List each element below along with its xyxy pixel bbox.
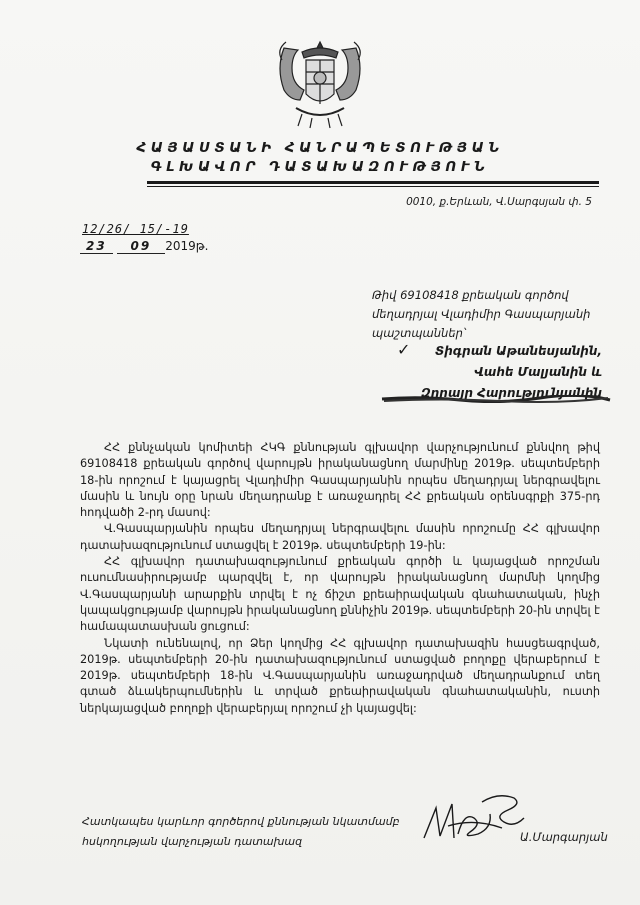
signatory-title-line2: հսկողության վարչության դատախազ <box>82 835 303 848</box>
date-month: 09 <box>117 239 166 254</box>
header-rule-thick <box>147 181 599 184</box>
header-rule-thin <box>147 186 599 187</box>
recipient-name: Տիգրան Աթանեսյանին, <box>434 344 602 358</box>
signatory-title <box>82 812 400 852</box>
org-name-line2: ԳԼԽԱՎՈՐ ԴԱՏԱԽԱԶՈՒԹՅՈՒՆ <box>150 159 490 175</box>
letter-subject: Թիվ 69108418 քրեական գործով մեղադրյալ Վլադիմիր Գասպարյանի պաշտպաններ՝ <box>372 288 591 340</box>
signatory-name: Ա.Մարգարյան <box>520 830 608 844</box>
body-paragraph: ՀՀ գլխավոր դատախազությունում քրեական գործի և կայացված որոշման ուսումնասիրությամբ պարզվել է, որ վարույթն իրականացնող մարմնի կողմից Վ.Գասպարյանի արարքին տրվել է ոչ ճիշտ քրեաիրավական գնահատական, ինչի կապակցությամբ վարույթն իրականացնող քննիչին 2019թ. սեպտեմբերի 20-ին տրվել է համապատասխան ցուցում: <box>80 555 600 634</box>
recipient-name: Վահե Մալյանին և <box>474 365 602 379</box>
recipient-name: Զորայր Հարությունյանին <box>420 386 602 400</box>
org-name-line1: ՀԱՅԱՍՏԱՆԻ ՀԱՆՐԱՊԵՏՈՒԹՅԱՆ <box>136 140 504 156</box>
letter-date <box>80 239 208 254</box>
letter-body <box>80 440 600 717</box>
handwritten-strikethrough <box>380 395 612 403</box>
handwritten-signature <box>418 788 530 850</box>
armenian-coat-of-arms-icon <box>272 38 368 130</box>
body-paragraph: Նկատի ունենալով, որ Ձեր կողմից ՀՀ գլխավոր դատախազին հասցեագրված, 2019թ. սեպտեմբերի 20-ին դատախազությունում ստացված բողոքը վերաբերում է 2019թ. սեպտեմբերի 18-ին Վ.Գասպարյանին առաջադրված մեղադրանքում տեղ գտած ձևակերպումներին և տրված քրեաիրավական գնահատականին, ուստի ներկայացված բողոքի վերաբերյալ որոշում չի կայացվել: <box>80 636 600 715</box>
signatory-title-line1: Հատկապես կարևոր գործերով քննության նկատմամբ <box>82 815 400 828</box>
body-paragraph: Վ.Գասպարյանին որպես մեղադրյալ ներգրավելու մասին որոշումը ՀՀ գլխավոր դատախազությունում ստացվել է 2019թ. սեպտեմբերի 19-ին: <box>80 522 600 552</box>
registration-number: 12/26/ 15/-19 <box>82 222 189 236</box>
checkmark-icon: ✓ <box>397 340 411 359</box>
date-year: 2019թ. <box>165 239 209 253</box>
body-paragraph: ՀՀ քննչական կոմիտեի ՀԿԳ քննության գլխավոր վարչությունում քննվող թիվ 69108418 քրեական գործով վարույթն իրականացնող մարմինը 2019թ. սեպտեմբերի 18-ին որոշում է կայացրել Վլադիմիր Գասպարյանին որպես մեղադրյալ ներգրավելու մասին և նույն օրը նրան մեղադրանք է առաջադրել ՀՀ քրեական օրենսգրքի 375-րդ հոդվածի 2-րդ մասով: <box>80 441 600 520</box>
org-address: 0010, ք.Երևան, Վ.Սարգսյան փ. 5 <box>406 196 592 208</box>
date-day: 23 <box>80 239 113 254</box>
